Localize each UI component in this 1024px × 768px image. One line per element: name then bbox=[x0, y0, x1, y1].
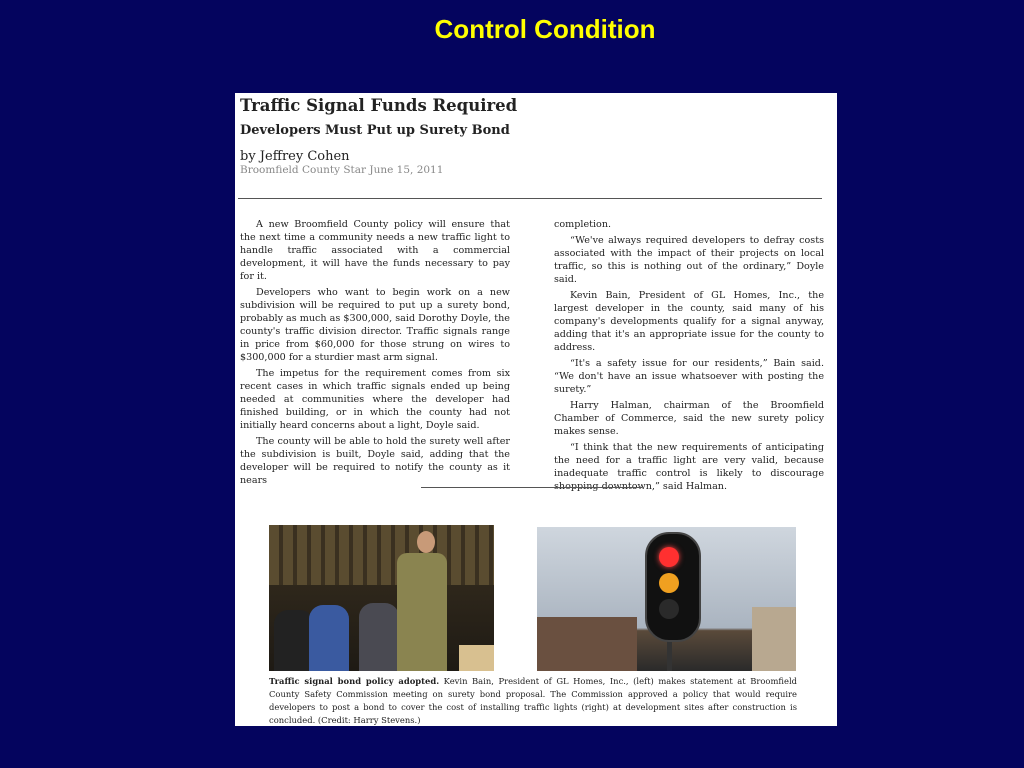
caption-lead: Traffic signal bond policy adopted. bbox=[269, 676, 440, 686]
traffic-light-photo bbox=[537, 527, 796, 671]
headline: Traffic Signal Funds Required bbox=[240, 96, 518, 115]
meeting-photo bbox=[269, 525, 494, 671]
paragraph: “We've always required developers to defray costs associated with the impact of their projects on local traffic, so this is nothing out of the ordinary,” Doyle said. bbox=[554, 235, 824, 285]
byline: by Jeffrey Cohen bbox=[240, 149, 350, 164]
divider bbox=[238, 198, 822, 199]
paragraph: Developers who want to begin work on a new subdivision will be required to put up a surety bond, probably as much as $300,000, said Dorothy Doyle, the county's traffic division director. Traffic signals range in price from $60,000 for those strung on wires to $300,000 for a sturdier mast arm signal. bbox=[240, 287, 510, 363]
article-page bbox=[235, 93, 837, 726]
paragraph: “I think that the new requirements of anticipating the need for a traffic light are very valid, because inadequate traffic control is likely to discourage shopping downtown,” said Halman. bbox=[554, 442, 824, 492]
column-left bbox=[240, 218, 510, 490]
column-right bbox=[554, 218, 824, 496]
paragraph: The county will be able to hold the surety well after the subdivision is built, Doyle said, adding that the developer will be required to notify the county as it nears bbox=[240, 436, 510, 486]
source-date: Broomfield County Star June 15, 2011 bbox=[240, 164, 444, 176]
paragraph: A new Broomfield County policy will ensure that the next time a community needs a new traffic light to handle traffic associated with a commercial development, it will have the funds necessary to pay for it. bbox=[240, 219, 510, 282]
paragraph: completion. bbox=[554, 219, 612, 230]
paragraph: “It's a safety issue for our residents,” Bain said. “We don't have an issue whatsoever with posting the surety.” bbox=[554, 358, 824, 395]
paragraph: Harry Halman, chairman of the Broomfield Chamber of Commerce, said the new surety policy makes sense. bbox=[554, 400, 824, 437]
subheadline: Developers Must Put up Surety Bond bbox=[240, 123, 510, 138]
paragraph: Kevin Bain, President of GL Homes, Inc., the largest developer in the county, said many of his company's developments qualify for a signal anyway, adding that it's an appropriate issue for the county to address. bbox=[554, 290, 824, 353]
slide-title: Control Condition bbox=[434, 14, 656, 44]
paragraph: The impetus for the requirement comes from six recent cases in which traffic signals ended up being needed at communities where the developer had finished building, or in which the county had not initially heard concerns about a light, Doyle said. bbox=[240, 368, 510, 431]
photo-caption bbox=[269, 675, 797, 727]
divider bbox=[421, 487, 642, 488]
caption-text: Kevin Bain, President of GL Homes, Inc., (left) makes statement at Broomfield County Safety Commission meeting on surety bond proposal. The Commission approved a policy that would require developers to post a bond to cover the cost of installing traffic lights (right) at development sites after construction is concluded. (Credit: Harry Stevens.) bbox=[269, 676, 797, 725]
